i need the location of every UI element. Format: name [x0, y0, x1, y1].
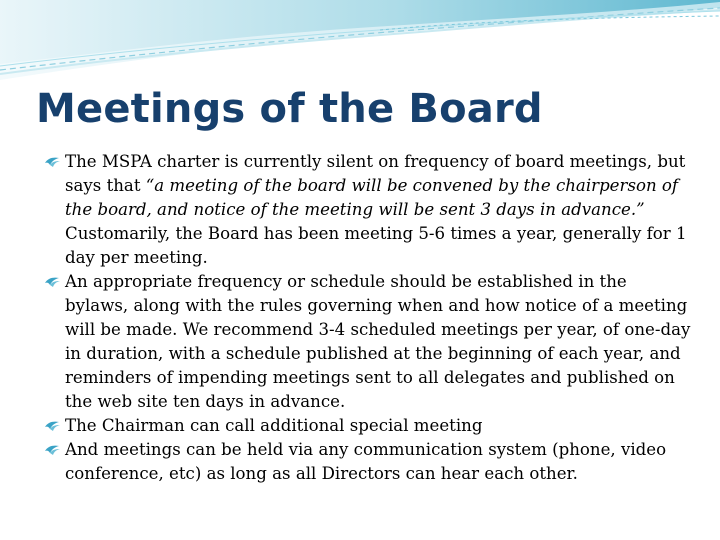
- bullet-text-special-meeting: The Chairman can call additional special meeting: [65, 416, 483, 435]
- bullet-item-communication: [44, 438, 694, 486]
- bullet-item-charter: [44, 150, 694, 270]
- bullet-item-bylaws: [44, 270, 694, 414]
- wing-bullet-icon: [44, 444, 62, 456]
- slide-title: Meetings of the Board: [36, 86, 543, 132]
- bullet-text-bylaws: An appropriate frequency or schedule should be established in the bylaws, along with the rules governing when and how notice of a meeting will be made. We recommend 3-4 scheduled meetings per year, of one-day in duration, with a schedule published at the beginning of each year, and reminders of impending meetings sent to all delegates and published on the web site ten days in advance.: [65, 272, 691, 411]
- wing-bullet-icon: [44, 156, 62, 168]
- bullet-text-communication: And meetings can be held via any communication system (phone, video conference, etc) as long as all Directors can hear each other.: [65, 440, 667, 483]
- bullet-list: [44, 150, 694, 486]
- wing-bullet-icon: [44, 276, 62, 288]
- bullet-text-charter-tail: Customarily, the Board has been meeting 5-6 times a year, generally for 1 day per meeting.: [65, 224, 687, 267]
- bullet-item-special-meeting: [44, 414, 694, 438]
- bullet-text-charter-quote: “a meeting of the board will be convened by the chairperson of the board, and notice of the meeting will be sent 3 days in advance.”: [65, 176, 679, 219]
- bullet-text-charter-lead: The MSPA charter is currently silent on frequency of board meetings, but says that: [65, 152, 686, 195]
- wing-bullet-icon: [44, 420, 62, 432]
- header-wave-decoration: [0, 0, 720, 100]
